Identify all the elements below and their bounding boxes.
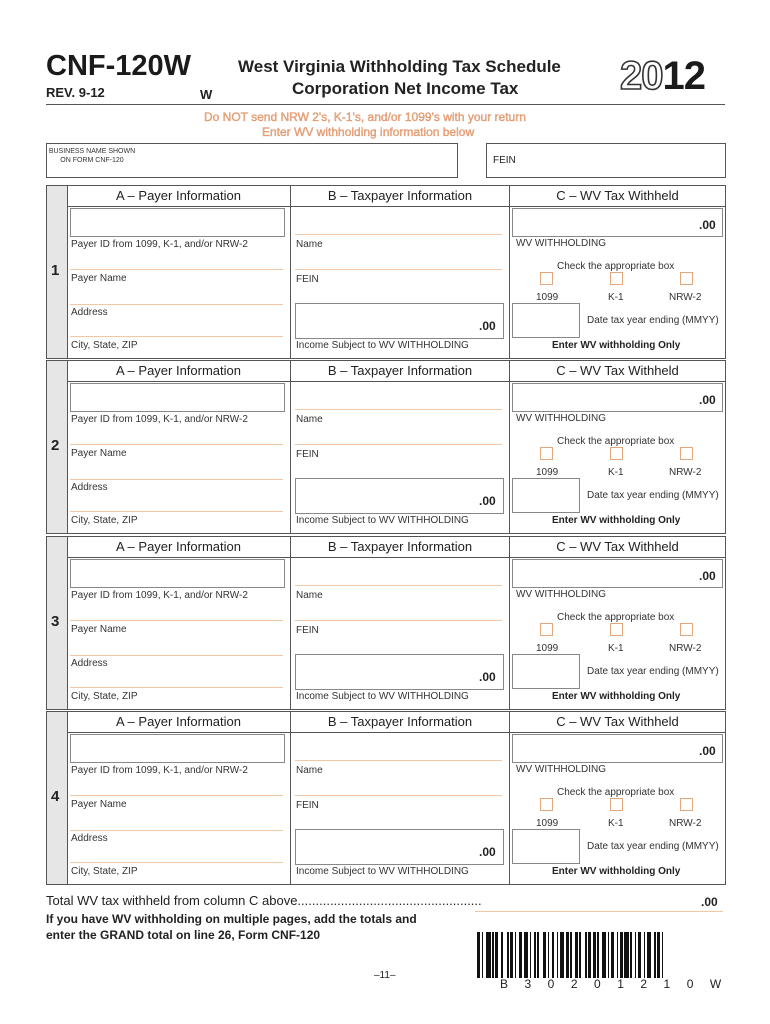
- checkbox-1099[interactable]: [540, 447, 553, 460]
- income-subject-label: Income Subject to WV WITHHOLDING: [296, 866, 469, 877]
- total-field[interactable]: [475, 911, 723, 912]
- multi-page-note-line2: enter the GRAND total on line 26, Form CNF-120: [46, 928, 321, 942]
- barcode-bar: [510, 932, 513, 978]
- taxpayer-name-field[interactable]: [295, 760, 502, 761]
- barcode-bar: [519, 932, 522, 978]
- withholding-section: [46, 360, 726, 534]
- col-a-header: A – Payer Information: [67, 712, 290, 733]
- address-label: Address: [71, 658, 108, 669]
- payer-name-label: Payer Name: [71, 624, 127, 635]
- barcode-bar: [654, 932, 656, 978]
- checkbox-k1[interactable]: [610, 798, 623, 811]
- total-label: Total WV tax withheld from column C above...................................................: [46, 893, 482, 908]
- checkbox-nrw2[interactable]: [680, 447, 693, 460]
- barcode-bar: [593, 932, 596, 978]
- withheld-amount: .00: [699, 393, 716, 407]
- option-1099-label: 1099: [536, 818, 559, 829]
- option-k1-label: K-1: [608, 292, 624, 303]
- total-amount: .00: [701, 895, 718, 909]
- withholding-section: [46, 536, 726, 710]
- address-label: Address: [71, 482, 108, 493]
- income-amount: .00: [479, 319, 496, 333]
- barcode-bar: [611, 932, 614, 978]
- line-number: 3: [51, 613, 60, 630]
- barcode-bar: [566, 932, 569, 978]
- barcode-bar: [662, 932, 664, 978]
- multi-page-note: [46, 911, 417, 943]
- income-amount: .00: [479, 670, 496, 684]
- check-box-label: Check the appropriate box: [557, 787, 675, 798]
- tax-year-solid: 12: [662, 54, 705, 98]
- payer-name-label: Payer Name: [71, 273, 127, 284]
- barcode-bar: [620, 932, 623, 978]
- taxpayer-name-field[interactable]: [295, 234, 502, 235]
- barcode-text: B30201210W: [500, 977, 738, 991]
- col-c-header: C – WV Tax Withheld: [510, 361, 725, 382]
- barcode-bar: [492, 932, 494, 978]
- barcode-bar: [657, 932, 660, 978]
- withholding-section: [46, 711, 726, 885]
- taxpayer-fein-field[interactable]: [295, 620, 502, 621]
- col-b-header: B – Taxpayer Information: [291, 537, 509, 558]
- address-label: Address: [71, 307, 108, 318]
- payer-id-label: Payer ID from 1099, K-1, and/or NRW-2: [71, 414, 248, 425]
- address-field[interactable]: [70, 830, 283, 831]
- income-subject-field[interactable]: [295, 478, 504, 514]
- barcode-bar: [501, 932, 503, 978]
- barcode-bar: [635, 932, 637, 978]
- divider: [290, 712, 291, 884]
- date-tax-year-field[interactable]: [512, 654, 580, 689]
- barcode-bar: [644, 932, 646, 978]
- barcode-bar: [560, 932, 565, 978]
- date-tax-year-field[interactable]: [512, 478, 580, 513]
- col-a-header: A – Payer Information: [67, 361, 290, 382]
- taxpayer-fein-field[interactable]: [295, 444, 502, 445]
- option-nrw2-label: NRW-2: [669, 643, 702, 654]
- payer-name-label: Payer Name: [71, 799, 127, 810]
- city-state-zip-field[interactable]: [70, 511, 283, 512]
- divider: [509, 186, 510, 358]
- barcode-bar: [486, 932, 491, 978]
- line-number: 4: [51, 788, 60, 805]
- barcode-bar: [548, 932, 550, 978]
- wv-withholding-field[interactable]: [512, 734, 723, 763]
- address-label: Address: [71, 833, 108, 844]
- checkbox-nrw2[interactable]: [680, 272, 693, 285]
- income-subject-field[interactable]: [295, 303, 504, 339]
- business-name-label: BUSINESS NAME SHOWN ON FORM CNF-120: [48, 148, 136, 164]
- taxpayer-name-field[interactable]: [295, 585, 502, 586]
- taxpayer-fein-field[interactable]: [295, 269, 502, 270]
- barcode-bar: [579, 932, 581, 978]
- payer-id-field[interactable]: [70, 734, 285, 763]
- income-subject-label: Income Subject to WV WITHHOLDING: [296, 340, 469, 351]
- date-tax-year-label: Date tax year ending (MMYY): [587, 315, 719, 326]
- barcode-bar: [495, 932, 498, 978]
- barcode-bar: [477, 932, 480, 978]
- income-subject-label: Income Subject to WV WITHHOLDING: [296, 691, 469, 702]
- barcode-bar: [557, 932, 559, 978]
- check-box-label: Check the appropriate box: [557, 436, 675, 447]
- barcode-bar: [624, 932, 629, 978]
- city-state-zip-label: City, State, ZIP: [71, 691, 138, 702]
- col-b-header: B – Taxpayer Information: [291, 361, 509, 382]
- divider: [67, 712, 68, 884]
- taxpayer-name-field[interactable]: [295, 409, 502, 410]
- payer-id-field[interactable]: [70, 383, 285, 412]
- col-a-header: A – Payer Information: [67, 537, 290, 558]
- city-state-zip-field[interactable]: [70, 336, 283, 337]
- barcode-bar: [543, 932, 546, 978]
- barcode-bar: [608, 932, 610, 978]
- barcode-bar: [530, 932, 532, 978]
- form-id: CNF-120W: [46, 50, 192, 82]
- taxpayer-name-label: Name: [296, 239, 323, 250]
- city-state-zip-label: City, State, ZIP: [71, 515, 138, 526]
- check-box-label: Check the appropriate box: [557, 261, 675, 272]
- income-subject-field[interactable]: [295, 654, 504, 690]
- payer-id-label: Payer ID from 1099, K-1, and/or NRW-2: [71, 239, 248, 250]
- date-tax-year-field[interactable]: [512, 829, 580, 864]
- date-tax-year-field[interactable]: [512, 303, 580, 338]
- taxpayer-name-label: Name: [296, 414, 323, 425]
- withholding-section: [46, 185, 726, 359]
- barcode-bar: [537, 932, 539, 978]
- divider: [290, 361, 291, 533]
- divider: [67, 537, 68, 709]
- income-amount: .00: [479, 845, 496, 859]
- payer-id-label: Payer ID from 1099, K-1, and/or NRW-2: [71, 765, 248, 776]
- payer-name-field[interactable]: [70, 620, 283, 621]
- barcode-bar: [597, 932, 599, 978]
- taxpayer-fein-label: FEIN: [296, 449, 319, 460]
- city-state-zip-field[interactable]: [70, 687, 283, 688]
- date-tax-year-label: Date tax year ending (MMYY): [587, 666, 719, 677]
- header-rule: [46, 104, 725, 105]
- barcode-bar: [647, 932, 652, 978]
- barcode-bar: [638, 932, 641, 978]
- revision: REV. 9-12: [46, 85, 105, 100]
- withheld-amount: .00: [699, 218, 716, 232]
- city-state-zip-field[interactable]: [70, 862, 283, 863]
- col-c-header: C – WV Tax Withheld: [510, 537, 725, 558]
- form-title-line1: West Virginia Withholding Tax Schedule: [238, 57, 561, 76]
- divider: [509, 712, 510, 884]
- option-1099-label: 1099: [536, 643, 559, 654]
- barcode-bar: [482, 932, 484, 978]
- wv-withholding-field[interactable]: [512, 383, 723, 412]
- wv-withholding-label: WV WITHHOLDING: [516, 589, 606, 600]
- multi-page-note-line1: If you have WV withholding on multiple pages, add the totals and: [46, 912, 417, 926]
- option-nrw2-label: NRW-2: [669, 292, 702, 303]
- enter-only-label: Enter WV withholding Only: [552, 515, 681, 526]
- enter-only-label: Enter WV withholding Only: [552, 866, 681, 877]
- option-1099-label: 1099: [536, 292, 559, 303]
- col-b-header: B – Taxpayer Information: [291, 712, 509, 733]
- option-nrw2-label: NRW-2: [669, 467, 702, 478]
- barcode: [477, 932, 725, 978]
- taxpayer-fein-label: FEIN: [296, 800, 319, 811]
- barcode-bar: [575, 932, 578, 978]
- barcode-bar: [602, 932, 607, 978]
- col-b-header: B – Taxpayer Information: [291, 186, 509, 207]
- income-subject-field[interactable]: [295, 829, 504, 865]
- wv-withholding-label: WV WITHHOLDING: [516, 413, 606, 424]
- barcode-bar: [552, 932, 554, 978]
- barcode-bar: [515, 932, 517, 978]
- barcode-bar: [617, 932, 619, 978]
- barcode-bar: [534, 932, 536, 978]
- taxpayer-name-label: Name: [296, 590, 323, 601]
- payer-name-field[interactable]: [70, 795, 283, 796]
- col-a-header: A – Payer Information: [67, 186, 290, 207]
- date-tax-year-label: Date tax year ending (MMYY): [587, 841, 719, 852]
- instruction-line2: Enter WV withholding information below: [262, 125, 475, 139]
- payer-name-field[interactable]: [70, 269, 283, 270]
- withheld-amount: .00: [699, 569, 716, 583]
- payer-id-label: Payer ID from 1099, K-1, and/or NRW-2: [71, 590, 248, 601]
- line-number: 1: [51, 262, 60, 279]
- income-amount: .00: [479, 494, 496, 508]
- divider: [290, 537, 291, 709]
- address-field[interactable]: [70, 304, 283, 305]
- option-1099-label: 1099: [536, 467, 559, 478]
- city-state-zip-label: City, State, ZIP: [71, 866, 138, 877]
- enter-only-label: Enter WV withholding Only: [552, 340, 681, 351]
- instruction-line1: Do NOT send NRW 2's, K-1's, and/or 1099's with your return: [204, 110, 526, 124]
- taxpayer-fein-label: FEIN: [296, 274, 319, 285]
- payer-id-field[interactable]: [70, 559, 285, 588]
- option-nrw2-label: NRW-2: [669, 818, 702, 829]
- barcode-bar: [570, 932, 572, 978]
- barcode-bar: [585, 932, 587, 978]
- address-field[interactable]: [70, 479, 283, 480]
- col-c-header: C – WV Tax Withheld: [510, 186, 725, 207]
- divider: [509, 361, 510, 533]
- checkbox-k1[interactable]: [610, 447, 623, 460]
- page-number: –11–: [374, 970, 396, 981]
- barcode-bar: [630, 932, 632, 978]
- option-k1-label: K-1: [608, 643, 624, 654]
- business-fein-label: FEIN: [493, 155, 516, 166]
- tax-year: [620, 54, 705, 99]
- checkbox-k1[interactable]: [610, 623, 623, 636]
- wv-withholding-label: WV WITHHOLDING: [516, 764, 606, 775]
- divider: [509, 537, 510, 709]
- payer-name-label: Payer Name: [71, 448, 127, 459]
- line-number: 2: [51, 437, 60, 454]
- city-state-zip-label: City, State, ZIP: [71, 340, 138, 351]
- check-box-label: Check the appropriate box: [557, 612, 675, 623]
- barcode-bar: [507, 932, 509, 978]
- divider: [290, 186, 291, 358]
- w-mark: W: [200, 87, 213, 102]
- option-k1-label: K-1: [608, 467, 624, 478]
- income-subject-label: Income Subject to WV WITHHOLDING: [296, 515, 469, 526]
- taxpayer-name-label: Name: [296, 765, 323, 776]
- barcode-bar: [588, 932, 591, 978]
- withheld-amount: .00: [699, 744, 716, 758]
- checkbox-1099[interactable]: [540, 798, 553, 811]
- wv-withholding-label: WV WITHHOLDING: [516, 238, 606, 249]
- enter-only-label: Enter WV withholding Only: [552, 691, 681, 702]
- col-c-header: C – WV Tax Withheld: [510, 712, 725, 733]
- checkbox-nrw2[interactable]: [680, 623, 693, 636]
- address-field[interactable]: [70, 655, 283, 656]
- payer-name-field[interactable]: [70, 444, 283, 445]
- form-title-line2: Corporation Net Income Tax: [292, 79, 519, 98]
- taxpayer-fein-label: FEIN: [296, 625, 319, 636]
- checkbox-nrw2[interactable]: [680, 798, 693, 811]
- tax-year-outline: 20: [620, 54, 663, 98]
- divider: [67, 361, 68, 533]
- barcode-bar: [524, 932, 529, 978]
- date-tax-year-label: Date tax year ending (MMYY): [587, 490, 719, 501]
- wv-withholding-field[interactable]: [512, 559, 723, 588]
- option-k1-label: K-1: [608, 818, 624, 829]
- taxpayer-fein-field[interactable]: [295, 795, 502, 796]
- checkbox-k1[interactable]: [610, 272, 623, 285]
- business-fein-field[interactable]: [486, 143, 726, 178]
- divider: [67, 186, 68, 358]
- checkbox-1099[interactable]: [540, 623, 553, 636]
- payer-id-field[interactable]: [70, 208, 285, 237]
- checkbox-1099[interactable]: [540, 272, 553, 285]
- wv-withholding-field[interactable]: [512, 208, 723, 237]
